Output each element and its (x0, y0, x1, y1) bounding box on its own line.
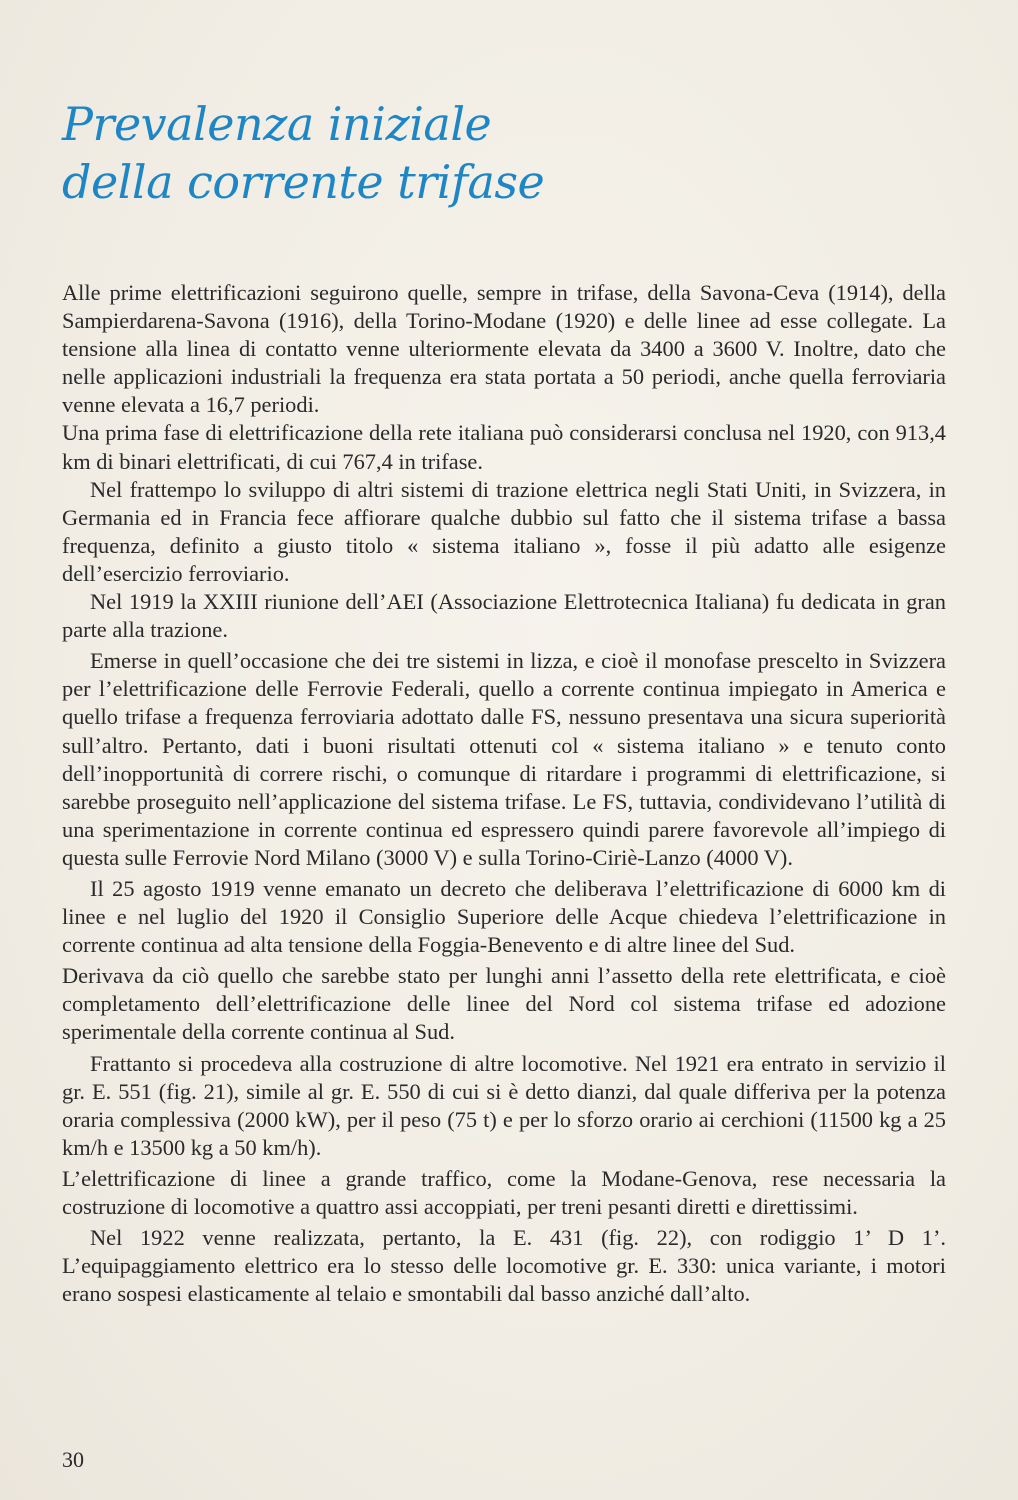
body-text (62, 279, 946, 1308)
paragraph: Nel 1919 la XXIII riunione dell’AEI (Associazione Elettrotecnica Italiana) fu dedicata in gran parte alla trazione. (62, 589, 946, 643)
section-title-line-2: della corrente trifase (62, 155, 545, 209)
paragraph: L’elettrificazione di linee a grande traffico, come la Modane-Genova, rese necessaria la costruzione di locomotive a quattro assi accoppiati, per treni pesanti diretti e direttissimi. (62, 1165, 946, 1219)
page-number: 30 (62, 1447, 84, 1472)
paragraph: Emerse in quell’occasione che dei tre sistemi in lizza, e cioè il monofase prescelto in Svizzera per l’elettrificazione delle Ferrovie Federali, quello a corrente continua impiegato in America e quello trifase a frequenza ferroviaria adottato dalle FS, nessuno presentava una sicura superiorità sull’altro. Pertanto, dati i buoni risultati ottenuti col « sistema italiano » e tenuto conto dell’inopportunità di correre rischi, o comunque di ritardare i programmi di elettrificazione, si sarebbe proseguito nell’applicazione del sistema trifase. Le FS, tuttavia, condividevano l’utilità di una sperimentazione in corrente continua ed espressero quindi parere favorevole all’impiego di questa sulle Ferrovie Nord Milano (3000 V) e sulla Torino-Ciriè-Lanzo (4000 V). (62, 648, 946, 870)
paragraph: Il 25 agosto 1919 venne emanato un decreto che deliberava l’elettrificazione di 6000 km di linee e nel luglio del 1920 il Consiglio Superiore delle Acque chiedeva l’elettrificazione in corrente continua ad alta tensione della Foggia-Benevento e di altre linee del Sud. (62, 875, 946, 958)
paragraph: Frattanto si procedeva alla costruzione di altre locomotive. Nel 1921 era entrato in servizio il gr. E. 551 (fig. 21), simile al gr. E. 550 di cui si è detto dianzi, dal quale differiva per la potenza oraria complessiva (2000 kW), per il peso (75 t) e per lo sforzo orario ai cerchioni (11500 kg a 25 km/h e 13500 kg a 50 km/h). (62, 1050, 946, 1160)
paragraph: Alle prime elettrificazioni seguirono quelle, sempre in trifase, della Savona-Ceva (1914), della Sampierdarena-Savona (1916), della Torino-Modane (1920) e delle linee ad esse collegate. La tensione alla linea di contatto venne ulteriormente elevata da 3400 a 3600 V. Inoltre, dato che nelle applicazioni industriali la frequenza era stata portata a 50 periodi, anche quella ferroviaria venne elevata a 16,7 periodi. (62, 280, 946, 418)
paragraph: Derivava da ciò quello che sarebbe stato per lunghi anni l’assetto della rete elettrificata, e cioè completamento dell’elettrificazione delle linee del Nord col sistema trifase ed adozione sperimentale della corrente continua al Sud. (62, 963, 946, 1045)
paragraph: Nel frattempo lo sviluppo di altri sistemi di trazione elettrica negli Stati Uniti, in Svizzera, in Germania ed in Francia fece affiorare qualche dubbio sul fatto che il sistema trifase a bassa frequenza, definito a giusto titolo « sistema italiano », fosse il più adatto alle esigenze dell’esercizio ferroviario. (62, 476, 946, 586)
paragraph: Una prima fase di elettrificazione della rete italiana può considerarsi conclusa nel 1920, con 913,4 km di binari elettrificati, di cui 767,4 in trifase. (62, 420, 946, 474)
section-title-line-1: Prevalenza iniziale (62, 97, 492, 151)
section-title (62, 95, 544, 211)
paragraph: Nel 1922 venne realizzata, pertanto, la E. 431 (fig. 22), con rodiggio 1’ D 1’. L’equipaggiamento elettrico era lo stesso delle locomotive gr. E. 330: unica variante, i motori erano sospesi elasticamente al telaio e smontabili dal basso anziché dall’alto. (62, 1225, 946, 1307)
